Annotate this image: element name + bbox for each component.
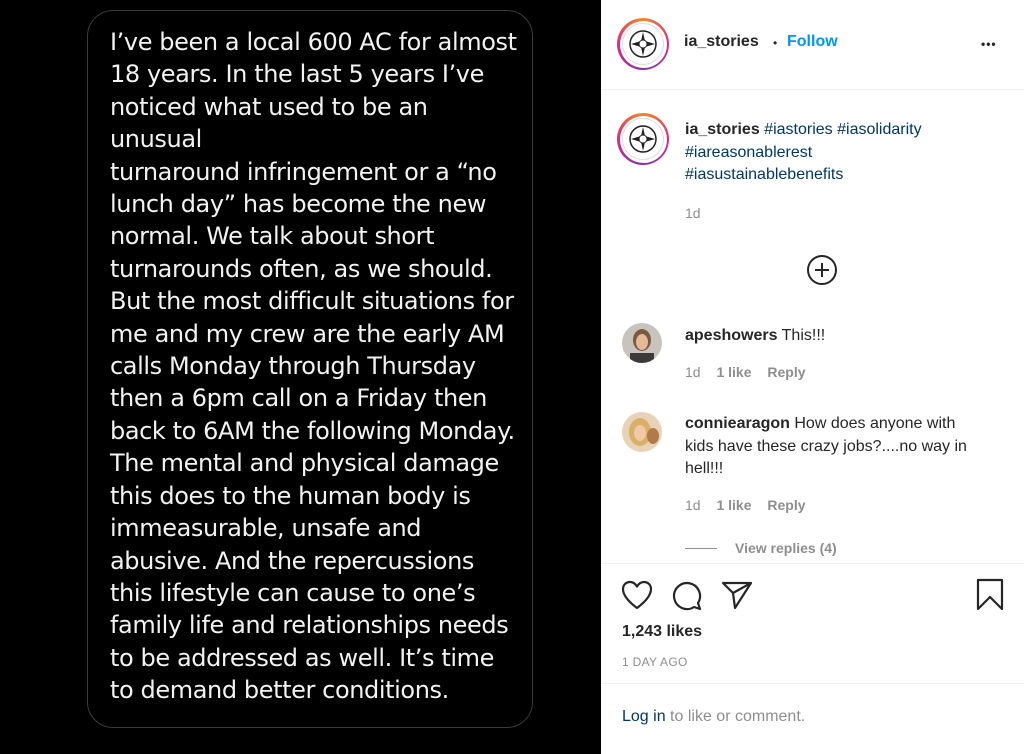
post-text-line: turnarounds often, as we should. — [110, 254, 493, 283]
post-text-line: then a 6pm call on a Friday then — [110, 384, 487, 413]
post-text-line: unusual — [110, 125, 202, 154]
post-text-line: The mental and physical damage — [110, 449, 499, 478]
caption-username[interactable]: ia_stories — [685, 121, 760, 138]
comment-text: hell!!! — [685, 460, 724, 477]
post-text-line: to demand better conditions. — [110, 676, 449, 705]
login-text: to like or comment. — [670, 708, 806, 725]
reply-button[interactable]: Reply — [767, 497, 806, 513]
comment-time: 1d — [685, 497, 701, 513]
follow-button[interactable]: Follow — [787, 33, 838, 50]
actions-bar — [601, 563, 1024, 683]
post-text-line: turnaround infringement or a “no — [110, 157, 497, 186]
comment-text: kids have these crazy jobs?....no way in — [685, 437, 967, 455]
post-text-line: to be addressed as well. It’s time — [110, 643, 494, 672]
post-date: 1 DAY AGO — [622, 655, 688, 669]
bookmark-icon[interactable] — [975, 578, 1005, 617]
view-replies-button[interactable]: View replies (4) — [735, 540, 837, 556]
plus-circle-icon[interactable] — [806, 254, 838, 291]
post-text-line: back to 6AM the following Monday. — [110, 416, 515, 445]
post-text-line: 18 years. In the last 5 years I’ve — [110, 60, 484, 89]
post-text-line: normal. We talk about short — [110, 222, 435, 251]
more-options-icon[interactable]: ••• — [981, 37, 997, 51]
heart-icon[interactable] — [621, 580, 653, 615]
iatse-logo-icon — [622, 118, 664, 160]
post-text-line: lunch day” has become the new — [110, 190, 487, 219]
post-text-line: family life and relationships needs — [110, 611, 509, 640]
share-icon[interactable] — [721, 580, 753, 615]
likes-count[interactable]: 1,243 likes — [622, 623, 703, 640]
header-username[interactable]: ia_stories — [684, 33, 759, 50]
hashtag[interactable]: #iasustainablebenefits — [685, 166, 844, 183]
comment-text: This!!! — [781, 327, 826, 344]
post-image-text — [110, 26, 522, 707]
post-text-line: calls Monday through Thursday — [110, 352, 476, 381]
post-text-line: me and my crew are the early AM — [110, 319, 505, 348]
caption — [685, 119, 1005, 187]
comment-username[interactable]: conniearagon — [685, 415, 790, 432]
comment-text: How does anyone with — [794, 415, 956, 432]
comment-meta — [685, 497, 806, 513]
caption-time: 1d — [685, 205, 701, 221]
header-separator: • — [773, 36, 778, 50]
post-text-line: this lifestyle can cause to one’s — [110, 578, 476, 607]
post-text-line: But the most difficult situations for — [110, 287, 514, 316]
post-text-line: this does to the human body is — [110, 481, 471, 510]
comment — [685, 413, 1015, 481]
comment-time: 1d — [685, 364, 701, 380]
commenter-avatar[interactable] — [622, 323, 662, 363]
login-bar — [601, 683, 1024, 754]
replies-divider — [685, 548, 717, 549]
iatse-logo-icon — [622, 23, 664, 65]
hashtag[interactable]: #iastories — [764, 121, 833, 138]
comment-username[interactable]: apeshowers — [685, 327, 778, 344]
post-text-line: abusive. And the repercussions — [110, 546, 474, 575]
avatar[interactable] — [617, 18, 669, 70]
hashtag[interactable]: #iasolidarity — [837, 121, 922, 138]
comment — [685, 325, 825, 348]
comment-likes[interactable]: 1 like — [716, 497, 752, 513]
caption-avatar[interactable] — [617, 113, 669, 165]
comment-icon[interactable] — [671, 579, 703, 616]
hashtag[interactable]: #iareasonablerest — [685, 143, 813, 161]
post-header — [601, 0, 1024, 90]
post-text-line: immeasurable, unsafe and — [110, 514, 422, 543]
commenter-avatar[interactable] — [622, 412, 662, 452]
comment-meta — [685, 364, 806, 380]
post-text-line: noticed what used to be an — [110, 92, 428, 121]
reply-button[interactable]: Reply — [767, 364, 806, 380]
post-text-line: I’ve been a local 600 AC for almost — [110, 28, 517, 56]
post-sidebar — [601, 0, 1024, 754]
comment-likes[interactable]: 1 like — [716, 364, 752, 380]
login-link[interactable]: Log in — [622, 708, 666, 725]
